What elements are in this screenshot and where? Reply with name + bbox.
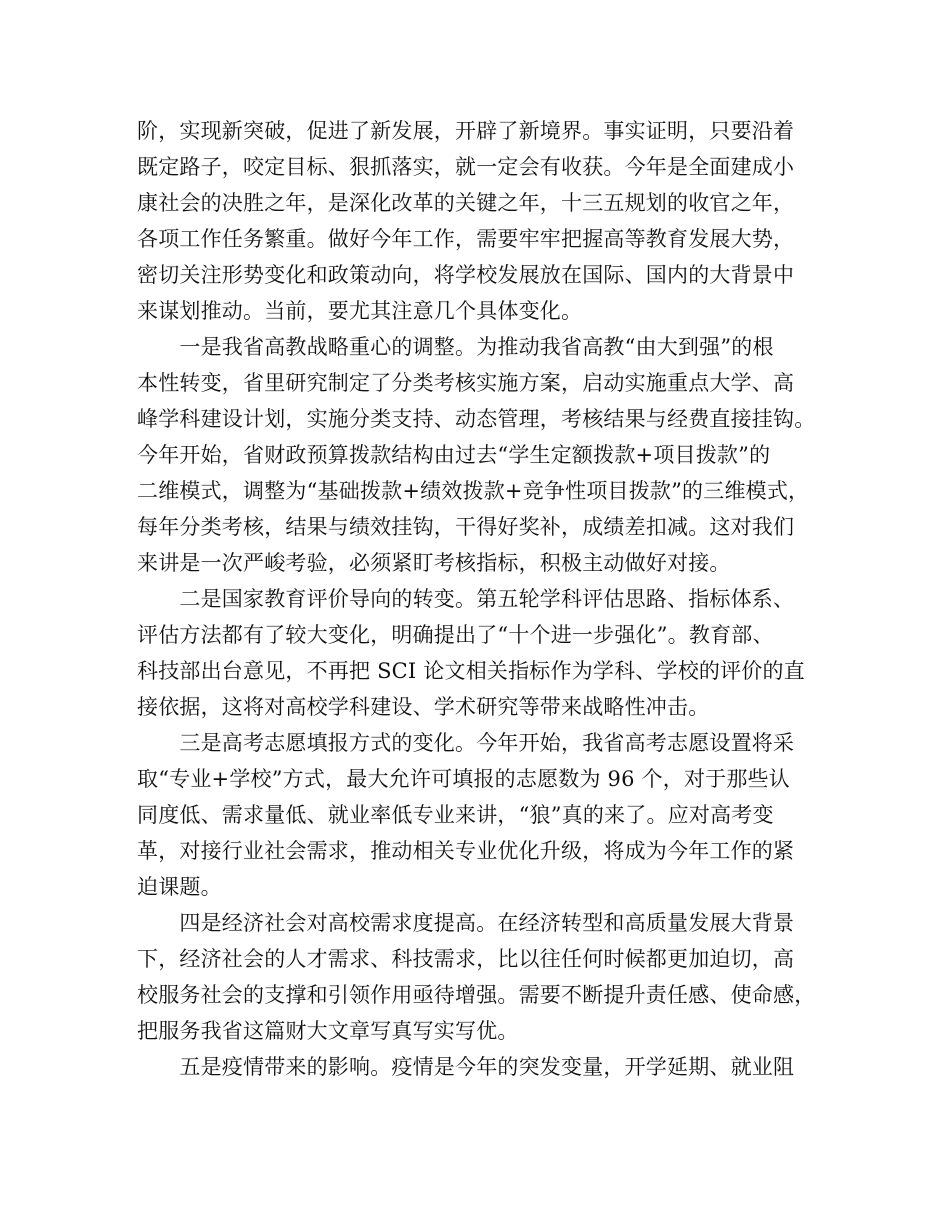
- text-line: 一是我省高教战略重心的调整。为推动我省高教“由大到强”的根: [137, 335, 774, 359]
- text-line: 同度低、需求量低、就业率低专业来讲，“狼”真的来了。应对高考变: [137, 803, 774, 827]
- text-line: 接依据，这将对高校学科建设、学术研究等带来战略性冲击。: [137, 695, 710, 719]
- text-line: 下，经济社会的人才需求、科技需求，比以往任何时候都更加迫切，高: [137, 947, 795, 971]
- text-line: 各项工作任务繁重。做好今年工作，需要牢牢把握高等教育发展大势，: [137, 227, 795, 251]
- text-line: 峰学科建设计划，实施分类支持、动态管理，考核结果与经费直接挂钩。: [137, 407, 816, 431]
- text-line: 迫课题。: [137, 875, 222, 899]
- body-text: [137, 113, 827, 1085]
- text-line: 二是国家教育评价导向的转变。第五轮学科评估思路、指标体系、: [137, 587, 795, 611]
- text-line: 今年开始，省财政预算拨款结构由过去“学生定额拨款+项目拨款”的: [137, 443, 771, 467]
- text-line: 取“专业+学校”方式，最大允许可填报的志愿数为 96 个，对于那些认: [137, 767, 790, 791]
- text-line: 评估方法都有了较大变化，明确提出了“十个进一步强化”。教育部、: [137, 623, 774, 647]
- text-line: 阶，实现新突破，促进了新发展，开辟了新境界。事实证明，只要沿着: [137, 119, 795, 143]
- text-line: 来讲是一次严峻考验，必须紧盯考核指标，积极主动做好对接。: [137, 551, 731, 575]
- text-line: 二维模式，调整为“基础拨款+绩效拨款+竞争性项目拨款”的三维模式，: [137, 479, 810, 503]
- text-line: 来谋划推动。当前，要尤其注意几个具体变化。: [137, 299, 583, 323]
- text-line: 四是经济社会对高校需求度提高。在经济转型和高质量发展大背景: [137, 911, 795, 935]
- text-line: 革，对接行业社会需求，推动相关专业优化升级，将成为今年工作的紧: [137, 839, 795, 863]
- text-line: 科技部出台意见，不再把 SCI 论文相关指标作为学科、学校的评价的直: [137, 659, 805, 683]
- text-line: 每年分类考核，结果与绩效挂钩，干得好奖补，成绩差扣减。这对我们: [137, 515, 795, 539]
- text-line: 校服务社会的支撑和引领作用亟待增强。需要不断提升责任感、使命感，: [137, 983, 816, 1007]
- text-line: 把服务我省这篇财大文章写真写实写优。: [137, 1019, 519, 1043]
- text-line: 康社会的决胜之年，是深化改革的关键之年，十三五规划的收官之年，: [137, 191, 795, 215]
- text-line: 本性转变，省里研究制定了分类考核实施方案，启动实施重点大学、高: [137, 371, 795, 395]
- text-line: 三是高考志愿填报方式的变化。今年开始，我省高考志愿设置将采: [137, 731, 795, 755]
- text-line: 密切关注形势变化和政策动向，将学校发展放在国际、国内的大背景中: [137, 263, 795, 287]
- text-line: 五是疫情带来的影响。疫情是今年的突发变量，开学延期、就业阻: [137, 1055, 795, 1079]
- text-line: 既定路子，咬定目标、狠抓落实，就一定会有收获。今年是全面建成小: [137, 155, 795, 179]
